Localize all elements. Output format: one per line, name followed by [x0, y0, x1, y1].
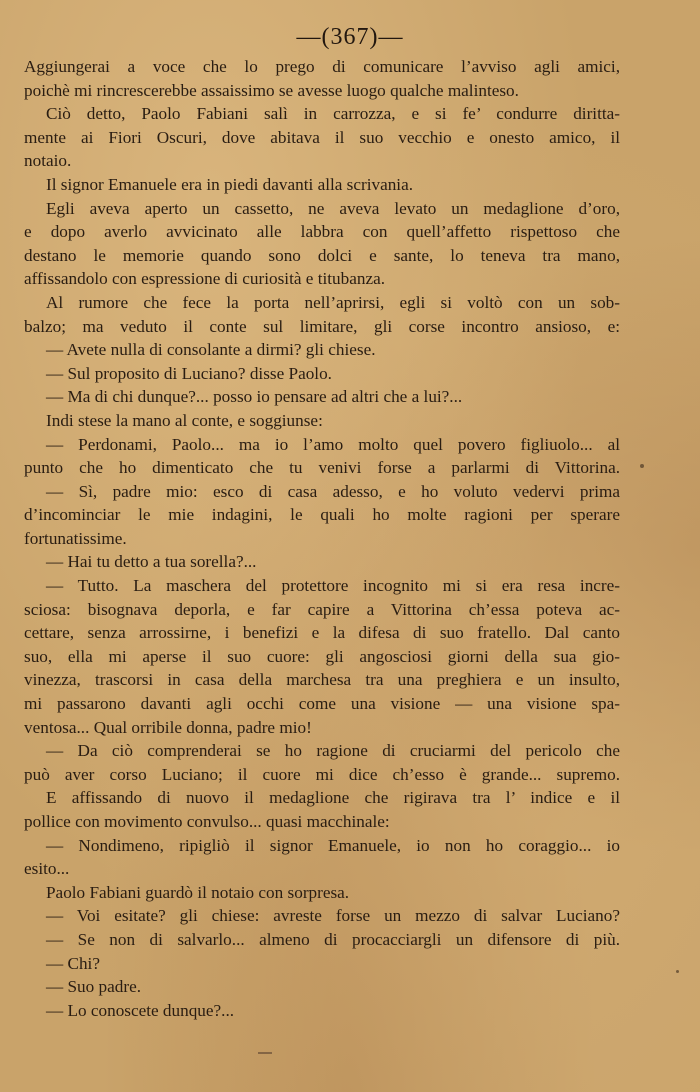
text-line: cettare, senza arrossirne, i benefizi e la difesa di suo fratello. Dal canto — [24, 623, 620, 643]
bottom-mark — [258, 1052, 272, 1054]
text-line: sciosa: bisognava deporla, e far capire a Vittorina ch’essa poteva ac- — [24, 599, 620, 619]
text-line: poichè mi rincrescerebbe assaissimo se avesse luogo qualche malinteso. — [24, 80, 519, 100]
text-line: — Da ciò comprenderai se ho ragione di cruciarmi del pericolo che — [46, 741, 620, 761]
text-line: Egli aveva aperto un cassetto, ne aveva levato un medaglione d’oro, — [46, 198, 620, 218]
text-line: Indi stese la mano al conte, e soggiunse: — [46, 410, 323, 430]
text-line: suo, ella mi aperse il suo cuore: gli angosciosi giorni della sua gio- — [24, 646, 620, 666]
text-line: — Lo conoscete dunque?... — [46, 1000, 235, 1020]
body-text — [24, 55, 620, 1022]
text-line: — Se non di salvarlo... almeno di procacciargli un difensore di più. — [46, 929, 620, 949]
page-number: —(367)— — [296, 24, 404, 50]
text-line: — Tutto. La maschera del protettore incognito mi si era resa incre- — [46, 576, 620, 596]
text-line: ventosa... Qual orribile donna, padre mio! — [24, 717, 312, 737]
text-line: Ciò detto, Paolo Fabiani salì in carrozza, e si fe’ condurre diritta- — [46, 104, 620, 124]
text-line: — Chi? — [46, 953, 100, 973]
text-line: E affissando di nuovo il medaglione che rigirava tra l’ indice e il — [46, 788, 620, 808]
text-line: esito... — [24, 859, 70, 879]
text-line: d’incominciar le mie indagini, le quali ho molte ragioni per sperare — [24, 505, 620, 525]
text-line: — Nondimeno, ripigliò il signor Emanuele, io non ho coraggio... io — [46, 835, 620, 855]
text-line: — Sul proposito di Luciano? disse Paolo. — [46, 363, 332, 383]
text-line: vinezza, trascorsi in casa della marchesa tra una preghiera e un insulto, — [24, 670, 620, 690]
text-line: punto che ho dimenticato che tu venivi forse a parlarmi di Vittorina. — [24, 458, 620, 478]
text-line: Il signor Emanuele era in piedi davanti alla scrivania. — [46, 174, 414, 194]
text-line: pollice con movimento convulso... quasi macchinale: — [24, 812, 390, 831]
speck-mark — [640, 464, 644, 468]
text-line: mi passarono davanti agli occhi come una visione — una visione spa- — [24, 694, 620, 714]
text-line: Aggiungerai a voce che lo prego di comunicare l’avviso agli amici, — [24, 57, 620, 76]
text-line: — Sì, padre mio: esco di casa adesso, e ho voluto vedervi prima — [46, 481, 620, 501]
text-line: affissandolo con espressione di curiosità e titubanza. — [24, 269, 385, 289]
text-line: fortunatissime. — [24, 528, 127, 548]
text-line: — Ma di chi dunque?... posso io pensare ad altri che a lui?... — [46, 387, 463, 407]
text-line: può aver corso Luciano; il cuore mi dice ch’esso è grande... supremo. — [24, 764, 620, 784]
text-line: mente ai Fiori Oscuri, dove abitava il suo vecchio e onesto amico, il — [24, 127, 620, 147]
text-line: destano le memorie quando sono dolci e sante, lo teneva tra mano, — [24, 245, 620, 265]
text-line: — Suo padre. — [46, 977, 141, 997]
text-line: Paolo Fabiani guardò il notaio con sorpresa. — [46, 882, 350, 902]
text-line: — Perdonami, Paolo... ma io l’amo molto quel povero figliuolo... al — [46, 434, 620, 454]
speck-mark — [676, 970, 679, 973]
text-line: e dopo averlo avvicinato alle labbra con quell’affetto rispettoso che — [24, 222, 620, 242]
text-line: Al rumore che fece la porta nell’aprirsi, egli si voltò con un sob- — [46, 292, 620, 312]
text-line: — Voi esitate? gli chiese: avreste forse un mezzo di salvar Luciano? — [46, 906, 620, 926]
text-line: notaio. — [24, 151, 72, 171]
text-line: balzo; ma veduto il conte sul limitare, gli corse incontro ansioso, e: — [24, 316, 620, 336]
text-line: — Avete nulla di consolante a dirmi? gli chiese. — [46, 340, 376, 360]
text-line: — Hai tu detto a tua sorella?... — [46, 552, 257, 572]
